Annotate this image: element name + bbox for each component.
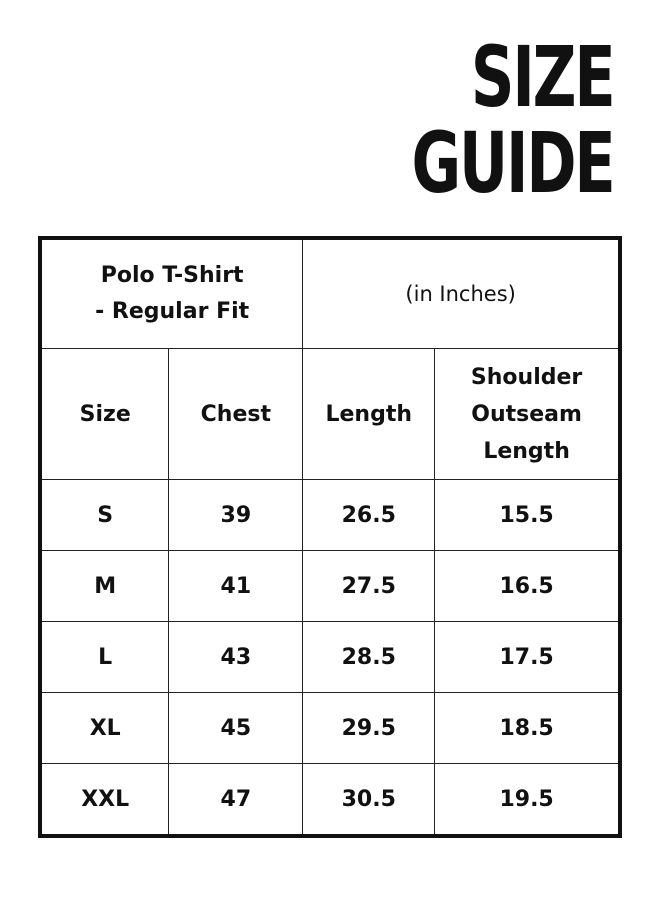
column-header-shoulder-line-3: Length <box>483 438 570 464</box>
page-title <box>333 28 614 212</box>
product-name-line-1: Polo T-Shirt <box>100 263 244 288</box>
table-header-row <box>40 238 620 349</box>
size-cell: S <box>40 480 169 551</box>
product-name-line-2: - Regular Fit <box>95 299 250 324</box>
table-row <box>40 480 620 551</box>
length-cell: 27.5 <box>303 551 435 622</box>
table-row <box>40 622 620 693</box>
size-cell: XXL <box>40 764 169 837</box>
shoulder-cell: 17.5 <box>435 622 620 693</box>
shoulder-cell: 16.5 <box>435 551 620 622</box>
page-title-line-1: SIZE <box>471 28 614 126</box>
length-cell: 26.5 <box>303 480 435 551</box>
column-header-row <box>40 349 620 480</box>
chest-cell: 45 <box>169 693 303 764</box>
column-header-size: Size <box>40 349 169 480</box>
shoulder-cell: 19.5 <box>435 764 620 837</box>
chest-cell: 41 <box>169 551 303 622</box>
column-header-length: Length <box>303 349 435 480</box>
column-header-chest: Chest <box>169 349 303 480</box>
length-cell: 28.5 <box>303 622 435 693</box>
size-cell: L <box>40 622 169 693</box>
product-name-cell <box>40 238 303 349</box>
column-header-shoulder <box>435 349 620 480</box>
column-header-shoulder-line-2: Outseam <box>471 401 582 427</box>
chest-cell: 39 <box>169 480 303 551</box>
length-cell: 29.5 <box>303 693 435 764</box>
page-title-line-2: GUIDE <box>412 114 614 212</box>
size-cell: XL <box>40 693 169 764</box>
size-cell: M <box>40 551 169 622</box>
length-cell: 30.5 <box>303 764 435 837</box>
units-cell: (in Inches) <box>303 238 620 349</box>
chest-cell: 43 <box>169 622 303 693</box>
size-guide-table <box>38 236 622 838</box>
column-header-shoulder-line-1: Shoulder <box>470 364 583 390</box>
chest-cell: 47 <box>169 764 303 837</box>
table-row <box>40 764 620 837</box>
shoulder-cell: 18.5 <box>435 693 620 764</box>
shoulder-cell: 15.5 <box>435 480 620 551</box>
table-row <box>40 551 620 622</box>
table-row <box>40 693 620 764</box>
